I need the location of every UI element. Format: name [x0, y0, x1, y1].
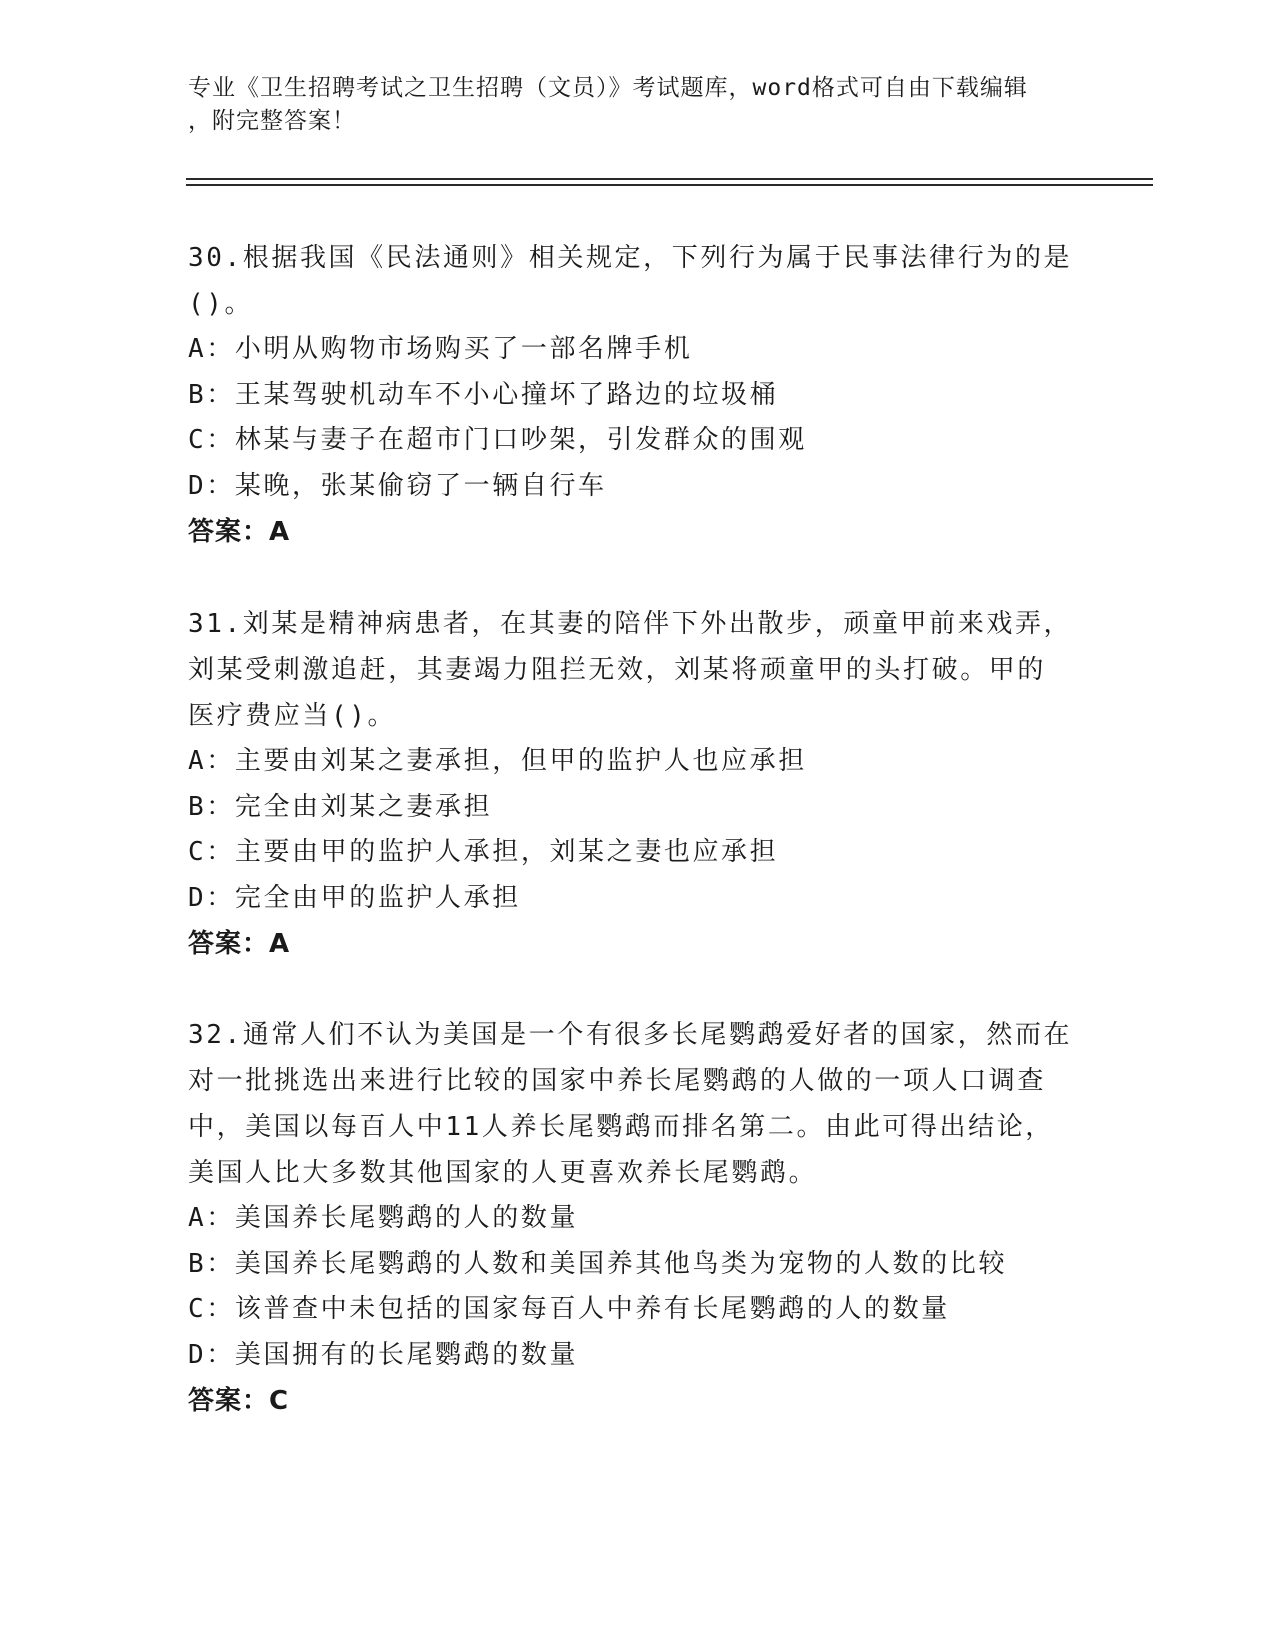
option-d: D：完全由甲的监护人承担	[188, 882, 521, 913]
header-divider-bottom	[186, 184, 1153, 186]
question-stem-line: 医疗费应当()。	[188, 701, 397, 731]
question-stem-line: 刘某受刺激追赶，其妻竭力阻拦无效，刘某将顽童甲的头打破。甲的	[188, 655, 1047, 685]
question-stem-line: 31.刘某是精神病患者，在其妻的陪伴下外出散步，顽童甲前来戏弄，	[188, 609, 1073, 639]
option-a: A：主要由刘某之妻承担，但甲的监护人也应承担	[188, 746, 807, 776]
header-line-2: ，附完整答案！	[188, 108, 356, 134]
option-b: B：美国养长尾鹦鹉的人数和美国养其他鸟类为宠物的人数的比较	[188, 1248, 1008, 1279]
question-stem-line: 30.根据我国《民法通则》相关规定，下列行为属于民事法律行为的是	[188, 243, 1073, 273]
question-stem-line: 32.通常人们不认为美国是一个有很多长尾鹦鹉爱好者的国家，然而在	[188, 1020, 1073, 1050]
option-c: C：该普查中未包括的国家每百人中养有长尾鹦鹉的人的数量	[188, 1294, 950, 1324]
option-d: D：某晚，张某偷窃了一辆自行车	[188, 470, 607, 501]
question-31	[188, 601, 1088, 967]
question-30	[188, 235, 1088, 555]
option-a: A：小明从购物市场购买了一部名牌手机	[188, 334, 693, 364]
option-d: D：美国拥有的长尾鹦鹉的数量	[188, 1339, 579, 1370]
option-b: B：完全由刘某之妻承担	[188, 791, 493, 822]
option-c: C：主要由甲的监护人承担，刘某之妻也应承担	[188, 837, 779, 867]
question-stem-line: 中，美国以每百人中11人养长尾鹦鹉而排名第二。由此可得出结论，	[188, 1112, 1054, 1142]
answer: 答案：A	[188, 517, 291, 547]
answer: 答案：C	[188, 1386, 290, 1416]
question-stem-line: ()。	[188, 289, 254, 319]
option-a: A：美国养长尾鹦鹉的人的数量	[188, 1203, 579, 1233]
question-32	[188, 1012, 1088, 1424]
header-line-1: 专业《卫生招聘考试之卫生招聘（文员）》考试题库，word格式可自由下载编辑	[188, 75, 1028, 101]
option-b: B：王某驾驶机动车不小心撞坏了路边的垃圾桶	[188, 379, 779, 410]
option-c: C：林某与妻子在超市门口吵架，引发群众的围观	[188, 425, 807, 455]
header-divider-top	[186, 178, 1153, 180]
question-stem-line: 对一批挑选出来进行比较的国家中养长尾鹦鹉的人做的一项人口调查	[188, 1066, 1047, 1096]
answer: 答案：A	[188, 929, 291, 959]
document-header	[188, 72, 1088, 138]
question-stem-line: 美国人比大多数其他国家的人更喜欢养长尾鹦鹉。	[188, 1158, 818, 1188]
